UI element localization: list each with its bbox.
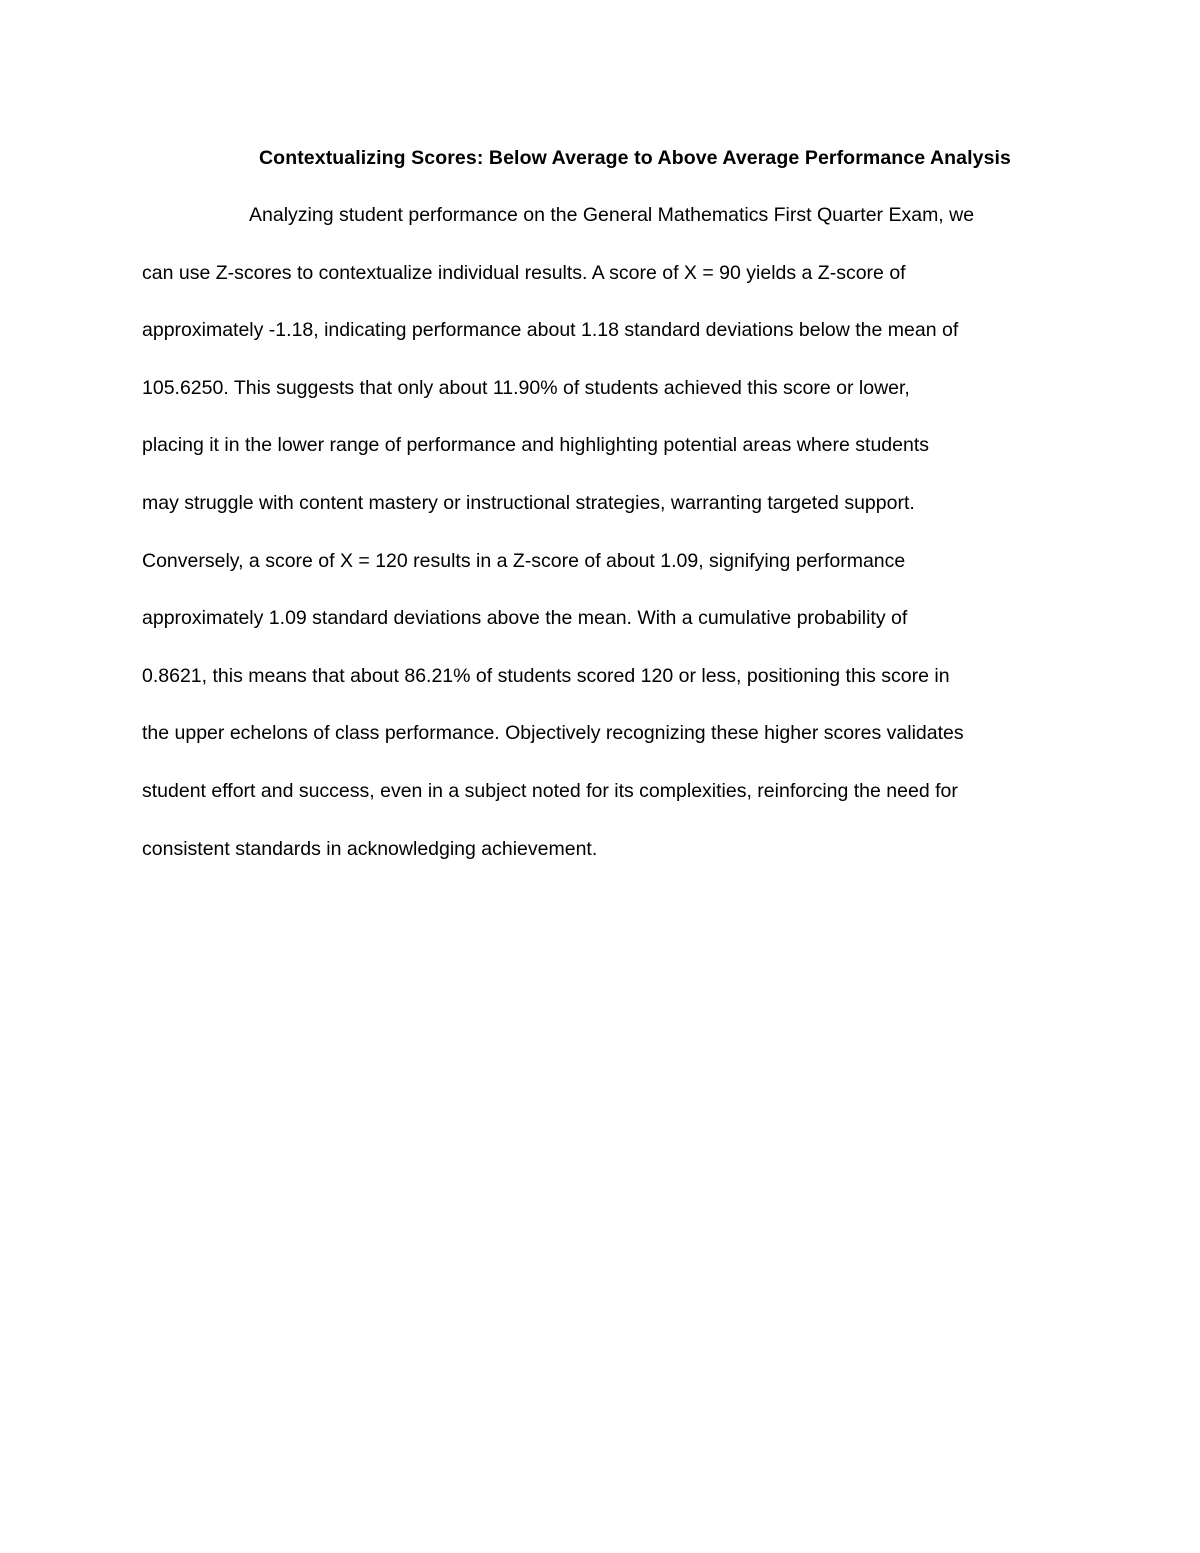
document-paragraph — [142, 201, 1082, 892]
paragraph-line: consistent standards in acknowledging achievement. — [142, 837, 598, 860]
paragraph-line: placing it in the lower range of performance and highlighting potential areas where students — [142, 434, 929, 457]
paragraph-line: approximately 1.09 standard deviations above the mean. With a cumulative probability of — [142, 607, 908, 630]
paragraph-line: 105.6250. This suggests that only about 11.90% of students achieved this score or lower, — [142, 376, 910, 399]
paragraph-line: may struggle with content mastery or instructional strategies, warranting targeted support. — [142, 491, 915, 514]
paragraph-line: the upper echelons of class performance. Objectively recognizing these higher scores validates — [142, 722, 964, 745]
paragraph-line: student effort and success, even in a subject noted for its complexities, reinforcing the need for — [142, 779, 958, 802]
paragraph-line: approximately -1.18, indicating performance about 1.18 standard deviations below the mean of — [142, 319, 959, 342]
paragraph-line: Analyzing student performance on the General Mathematics First Quarter Exam, we — [249, 204, 975, 226]
paragraph-line: can use Z-scores to contextualize individual results. A score of X = 90 yields a Z-score of — [142, 261, 906, 284]
document-title: Contextualizing Scores: Below Average to Above Average Performance Analysis — [259, 147, 1011, 169]
paragraph-line: Conversely, a score of X = 120 results in a Z-score of about 1.09, signifying performance — [142, 549, 906, 572]
paragraph-line: 0.8621, this means that about 86.21% of students scored 120 or less, positioning this score in — [142, 664, 950, 687]
